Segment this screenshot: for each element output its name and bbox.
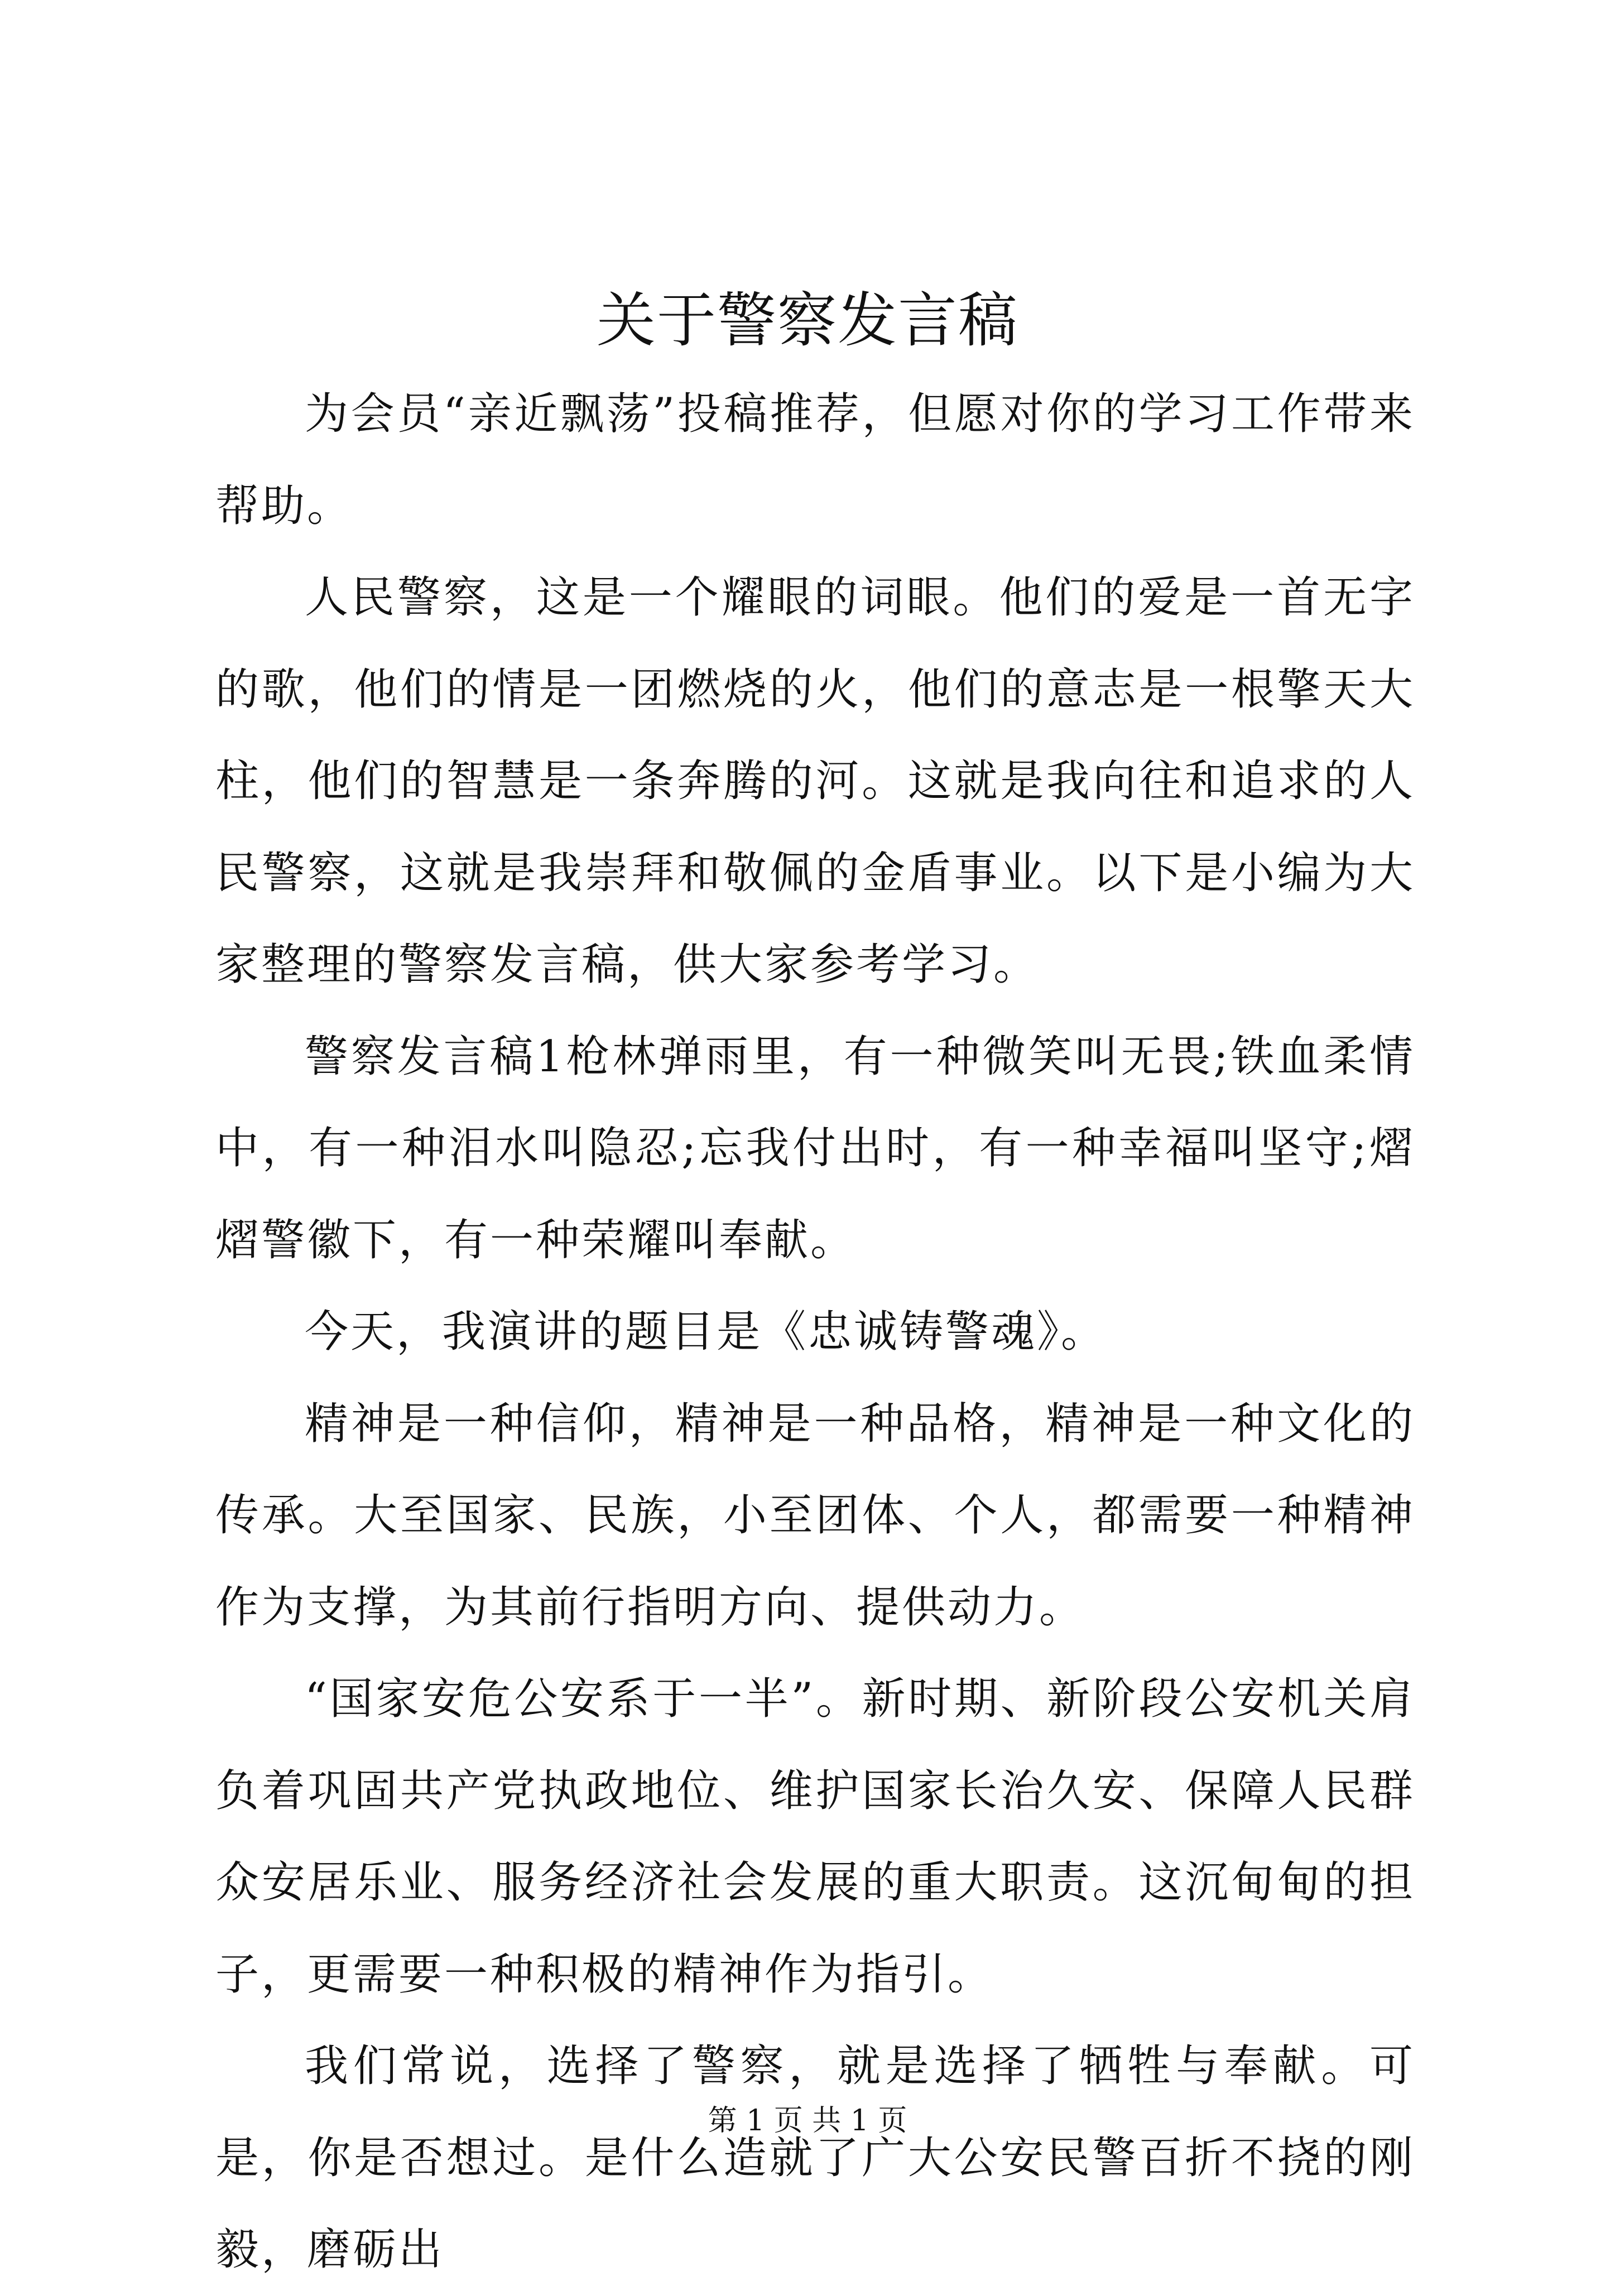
document-body (215, 368, 1415, 2296)
paragraph-intro: 为会员“亲近飘荡”投稿推荐，但愿对你的学习工作带来帮助。 (215, 389, 1415, 531)
paragraph-sacrifice: 我们常说，选择了警察，就是选择了牺牲与奉献。可是，你是否想过。是什么造就了广大公安民警百折不挠的刚毅，磨砺出 (215, 2041, 1415, 2275)
paragraph-national-security: “国家安危公安系于一半”。新时期、新阶段公安机关肩负着巩固共产党执政地位、维护国家长治久安、保障人民群众安居乐业、服务经济社会发展的重大职责。这沉甸甸的担子，更需要一种积极的精神作为指引。 (215, 1674, 1415, 2000)
paragraph-speech-1: 警察发言稿1枪林弹雨里，有一种微笑叫无畏;铁血柔情中，有一种泪水叫隐忍;忘我付出时，有一种幸福叫坚守;熠熠警徽下，有一种荣耀叫奉献。 (215, 1031, 1415, 1265)
paragraph-police-description: 人民警察，这是一个耀眼的词眼。他们的爱是一首无字的歌，他们的情是一团燃烧的火，他们的意志是一根擎天大柱，他们的智慧是一条奔腾的河。这就是我向往和追求的人民警察，这就是我崇拜和敬佩的金盾事业。以下是小编为大家整理的警察发言稿，供大家参考学习。 (215, 572, 1415, 990)
paragraph-speech-topic: 今天，我演讲的题目是《忠诚铸警魂》。 (305, 1307, 1107, 1357)
paragraph-spirit: 精神是一种信仰，精神是一种品格，精神是一种文化的传承。大至国家、民族，小至团体、个人，都需要一种精神作为支撑，为其前行指明方向、提供动力。 (215, 1398, 1415, 1633)
document-title: 关于警察发言稿 (597, 286, 1018, 355)
page-footer: 第 1 页 共 1 页 (708, 2104, 907, 2138)
